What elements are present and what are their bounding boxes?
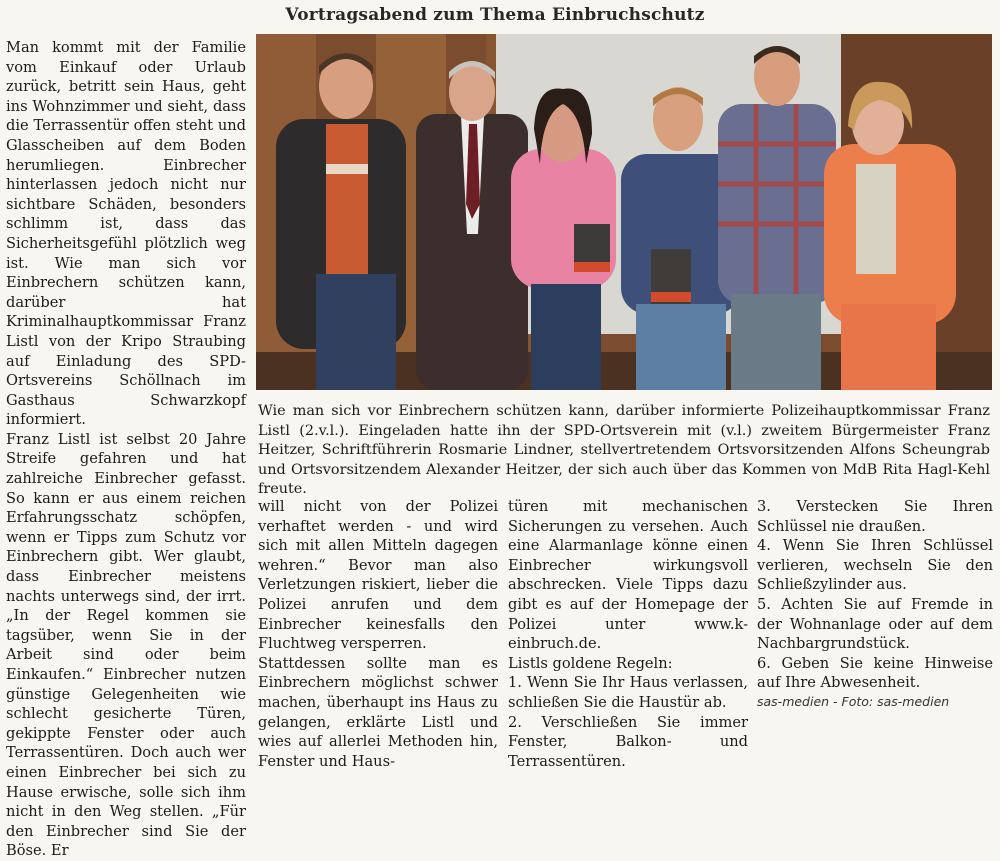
paragraph-intro: Man kommt mit der Familie vom Einkauf oder Urlaub zurück, betritt sein Haus, geht ins Wohnzimmer und sieht, dass die Terrassentür offen steht und Glasscheiben auf dem Boden herumliegen. Einbrecher hinterlassen jedoch nicht nur sichtbare Schäden, besonders schlimm ist, dass das Sicherheitsgefühl plötzlich weg ist. Wie man sich vor Einbrechern schützen kann, darüber hat Kriminalhauptkommissar Franz Listl von der Kripo Straubing auf Einladung des SPD-Ortsvereins Schöllnach im Gasthaus Schwarzkopf informiert. [6,39,246,429]
rule-item: 2. Verschließen Sie immer Fenster, Balkon- und Terrassentüren. [508,713,748,770]
rule-item: 5. Achten Sie auf Fremde in der Wohnanlage oder auf dem Nachbargrundstück. [757,595,993,653]
photo-credit: sas-medien - Foto: sas-medien [757,693,950,709]
photo-caption: Wie man sich vor Einbrechern schützen kann, darüber informierte Polizeihauptkommissar Franz Listl (2.v.l.). Eingeladen hatte ihn der SPD-Ortsverein mit (v.l.) zweitem Bürgermeister Franz Heitzer, Schriftführerin Rosmarie Lindner, stellvertretendem Ortsvorsitzenden Alfons Scheungrab und Ortsvorsitzendem Alexander Heitzer, der sich auch über das Kommen von MdB Rita Hagl-Kehl freute. [258,403,990,498]
rule-item: 6. Geben Sie keine Hinweise auf Ihre Abwesenheit. [757,654,993,692]
group-photo-illustration [256,34,992,390]
article-column-3 [508,497,748,771]
article-column-2 [258,497,498,771]
group-photo [256,34,992,390]
article-headline: Vortragsabend zum Thema Einbruchschutz [285,5,705,25]
paragraph-listl: Franz Listl ist selbst 20 Jahre Streife gefahren und hat zahlreiche Einbrecher gefasst. So kann er aus einem reichen Erfahrungsschatz schöpfen, wenn er Tipps zum Schutz vor Einbrechern gibt. Wer glaubt, dass Einbrecher meistens nachts unterwegs sind, der irrt. „In der Regel kommen sie tagsüber, wenn Sie in der Arbeit sind oder beim Einkaufen.“ Einbrecher nutzen günstige Gelegenheiten wie schlecht gesicherte Türen, gekippte Fenster oder auch Terrassentüren. Doch auch wer einen Einbrecher bei sich zu Hause erwische, solle sich ihm nicht in den Weg stellen. „Für den Einbrecher sind Sie der Böse. Er [6,430,246,860]
rules-heading: Listls goldene Regeln: [508,654,673,672]
rule-item: 4. Wenn Sie Ihren Schlüssel verlieren, wechseln Sie den Schließzylinder aus. [757,537,993,594]
paragraph-alarm: türen mit mechanischen Sicherungen zu versehen. Auch eine Alarmanlage könne einen Einbrecher wirkungsvoll abschrecken. Viele Tipps dazu gibt es auf der Homepage der Polizei unter www.k-einbruch.de. [508,498,748,653]
rule-item: 3. Verstecken Sie Ihren Schlüssel nie draußen. [757,498,993,535]
rule-item: 1. Wenn Sie Ihr Haus verlassen, schließen Sie die Haustür ab. [508,674,748,711]
paragraph-methods: Stattdessen sollte man es Einbrechern möglichst schwer machen, überhaupt ins Haus zu gelangen, erklärte Listl und wies auf allerlei Methoden hin, Fenster und Haus- [258,654,498,770]
paragraph-continuation: will nicht von der Polizei verhaftet werden - und wird sich mit allen Mitteln dagegen wehren.“ Bevor man also Verletzungen riskiert, lieber die Polizei anrufen und dem Einbrecher keinesfalls den Fluchtweg versperren. [258,498,498,653]
article-column-4 [757,497,993,711]
article-column-1 [6,38,246,861]
